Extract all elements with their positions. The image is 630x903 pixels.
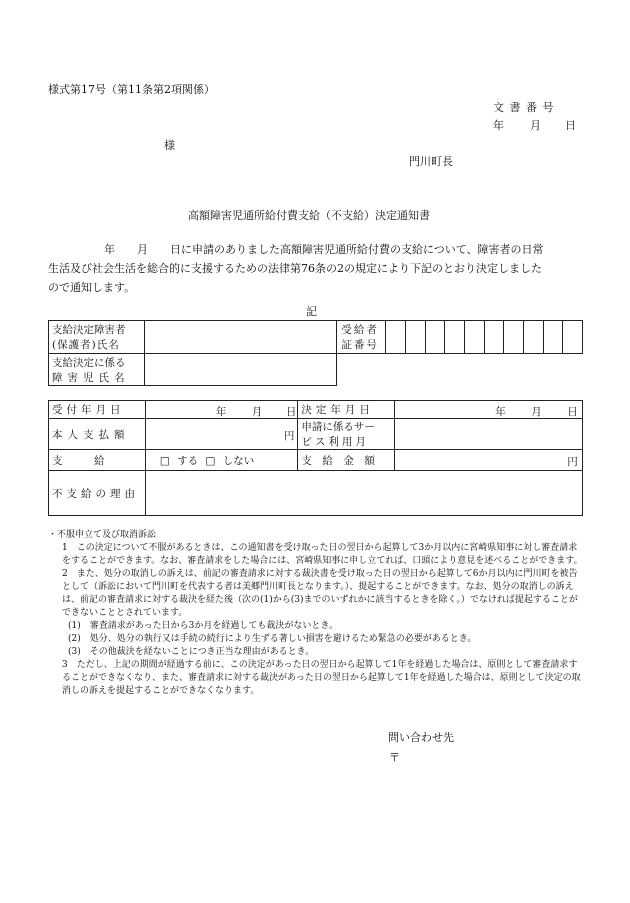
paid-amount-label: 本人支払額 bbox=[49, 419, 146, 450]
received-date-field[interactable] bbox=[145, 401, 297, 419]
document-title: 高額障害児通所給付費支給（不支給）決定通知書 bbox=[188, 209, 430, 222]
contact-label: 問い合わせ先 bbox=[388, 731, 454, 744]
paid-amount-yen: 円 bbox=[283, 430, 295, 442]
note-3: 3 ただし、上記の期間が経過する前に、この決定があった日の翌日から起算して1年を経過した場合は、原則として審査請求することができなくなり、また、審査請求に対する裁決があった日の翌日から起算して1年を経過した場合は、原則として決定の取消しの訴えを提起することができなくなります。 bbox=[62, 660, 581, 696]
recipient-digit-box[interactable] bbox=[543, 321, 563, 354]
received-date-year: 年 bbox=[215, 406, 227, 418]
recipient-number-label-2: 証番号 bbox=[341, 339, 379, 351]
recipient-digit-box[interactable] bbox=[425, 321, 445, 354]
decision-date-month: 月 bbox=[531, 406, 542, 418]
child-name-field[interactable] bbox=[144, 354, 337, 386]
decision-date-label: 決定年月日 bbox=[298, 401, 395, 419]
decision-table bbox=[48, 400, 583, 516]
decided-person-label-1: 支給決定障害者 bbox=[52, 324, 126, 336]
provision-amount-yen: 円 bbox=[567, 456, 578, 468]
document-number-label: 文 書 番 号 bbox=[493, 101, 555, 114]
issuer-name: 門川町長 bbox=[409, 155, 453, 168]
recipient-number-label-cell bbox=[337, 321, 386, 354]
recipient-digit-box[interactable] bbox=[386, 321, 406, 354]
note-1: 1 この決定について不服があるときは、この通知書を受け取った日の翌日から起算して3か月以内に宮崎県知事に対し審査請求をすることができます。なお、審査請求をした場合には、宮崎県知事に申し立てれば、口頭により意見を述べることができます。 bbox=[62, 543, 583, 566]
received-date-label: 受付年月日 bbox=[49, 401, 146, 419]
child-name-label-1: 支給決定に係る bbox=[52, 356, 126, 369]
recipient-suffix: 様 bbox=[164, 139, 175, 152]
appeal-notes bbox=[48, 529, 584, 698]
note-2-sub-1: (1) 審査請求があった日から3か月を経過しても裁決がないとき。 bbox=[68, 621, 339, 631]
ki-marker: 記 bbox=[306, 305, 317, 318]
recipient-digit-box[interactable] bbox=[504, 321, 524, 354]
no-provision-reason-field[interactable] bbox=[145, 471, 582, 516]
recipient-digit-box[interactable] bbox=[523, 321, 543, 354]
paid-amount-field[interactable] bbox=[145, 419, 297, 450]
empty-area bbox=[337, 354, 583, 386]
recipient-digit-box[interactable] bbox=[563, 321, 583, 354]
child-name-label-cell bbox=[49, 354, 145, 386]
recipient-digit-box[interactable] bbox=[445, 321, 465, 354]
decision-date-year: 年 bbox=[495, 406, 506, 418]
body-line-3: ので通知します。 bbox=[48, 281, 136, 294]
service-month-label-1: 申請に係るサー bbox=[301, 421, 375, 433]
header-date-day: 日 bbox=[565, 119, 576, 132]
provision-label: 支 給 bbox=[49, 450, 146, 471]
received-date-day: 日 bbox=[285, 406, 297, 418]
decision-date-day: 日 bbox=[567, 406, 578, 418]
note-2: 2 また、処分の取消しの訴えは、前記の審査請求に対する裁決書を受け取った日の翌日から起算して6か月以内に門川町を被告として（訴訟において門川町を代表する者は美郷門川町長となります。）、提起することができます。なお、処分の取消しの訴えは、前記の審査請求に対する裁決を経た後（次の(1)から(3)までのいずれかに該当するときを除く。）でなければ提起することができないこととされています。 bbox=[62, 569, 578, 618]
decided-person-label-2: (保護者)氏名 bbox=[52, 339, 120, 351]
service-month-label-2: ビス利用月 bbox=[301, 436, 369, 448]
recipient-digit-box[interactable] bbox=[464, 321, 484, 354]
provision-options[interactable]: □ する □ しない bbox=[145, 450, 297, 471]
recipient-digit-box[interactable] bbox=[405, 321, 425, 354]
recipient-digit-box[interactable] bbox=[484, 321, 504, 354]
no-provision-reason-label: 不支給の理由 bbox=[49, 471, 146, 516]
decided-person-name-field[interactable] bbox=[144, 321, 337, 354]
body-line-2: 生活及び社会生活を総合的に支援するための法律第76条の2の規定により下記のとおり決定しました bbox=[48, 262, 542, 275]
applicant-table bbox=[48, 320, 583, 386]
header-date-year: 年 bbox=[493, 119, 504, 132]
recipient-number-label-1: 受給者 bbox=[341, 324, 379, 336]
header-date-month: 月 bbox=[530, 119, 541, 132]
service-month-field[interactable] bbox=[395, 419, 583, 450]
service-month-label-cell bbox=[298, 419, 395, 450]
provision-amount-field[interactable] bbox=[395, 450, 583, 471]
provision-amount-label: 支 給 金 額 bbox=[298, 450, 395, 471]
note-2-sub-3: (3) その他裁決を経ないことにつき正当な理由があるとき。 bbox=[68, 647, 315, 657]
note-2-sub-2: (2) 処分、処分の執行又は手続の続行により生ずる著しい損害を避けるため緊急の必要があるとき。 bbox=[68, 634, 477, 644]
decided-person-label-cell bbox=[49, 321, 145, 354]
received-date-month: 月 bbox=[251, 406, 263, 418]
child-name-label-2: 障害児氏名 bbox=[52, 371, 130, 384]
body-line-1: 年 月 日に申請のありました高額障害児通所給付費の支給について、障害者の日常 bbox=[104, 243, 544, 256]
decision-date-field[interactable] bbox=[395, 401, 583, 419]
postal-mark: 〒 bbox=[389, 751, 400, 764]
notes-heading: ・不服申立て及び取消訴訟 bbox=[48, 530, 157, 540]
form-number: 様式第17号（第11条第2項関係） bbox=[48, 83, 215, 96]
